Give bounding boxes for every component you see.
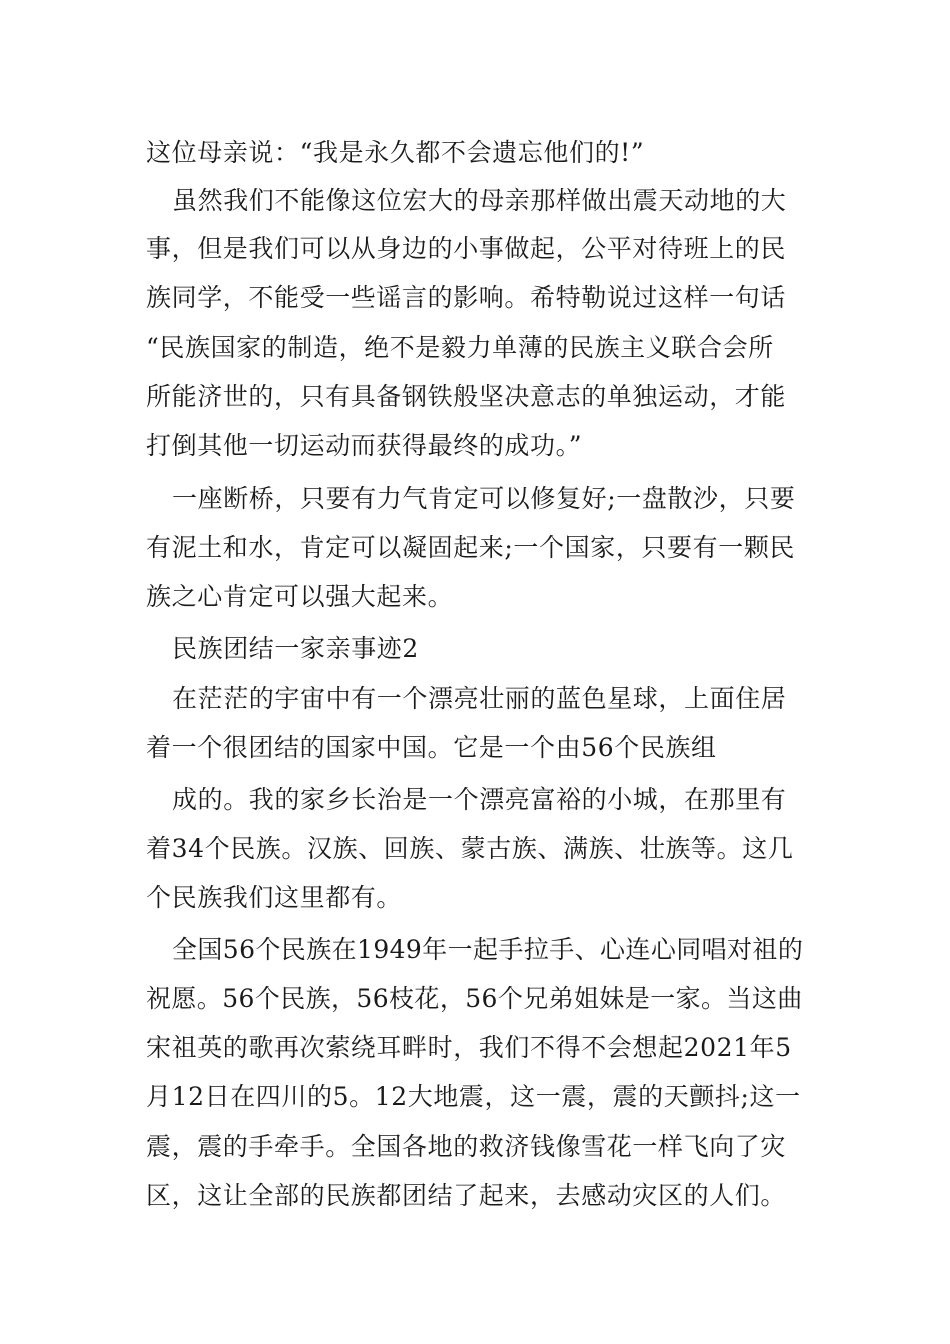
section-heading: 民族团结一家亲事迹2 (172, 634, 419, 663)
text-line: 宋祖英的歌再次萦绕耳畔时，我们不得不会想起2021年5 (146, 1033, 792, 1062)
text-line: 打倒其他一切运动而获得最终的成功。” (146, 431, 583, 460)
paragraph-start-line: 成的。我的家乡长治是一个漂亮富裕的小城，在那里有 (172, 785, 787, 814)
text-line: 所能济世的，只有具备钢铁般坚决意志的单独运动，才能 (146, 382, 787, 411)
text-line: 震，震的手牵手。全国各地的救济钱像雪花一样飞向了灾 (146, 1132, 787, 1161)
text-line: 有泥土和水，肯定可以凝固起来;一个国家，只要有一颗民 (146, 533, 796, 562)
text-line: 着一个很团结的国家中国。它是一个由56个民族组 (146, 733, 717, 762)
text-line: 祝愿。56个民族，56枝花，56个兄弟姐妹是一家。当这曲 (146, 984, 803, 1013)
text-line: 族同学，不能受一些谣言的影响。希特勒说过这样一句话 (146, 283, 787, 312)
paragraph-start-line: 一座断桥，只要有力气肯定可以修复好;一盘散沙，只要 (172, 484, 796, 513)
text-line: 族之心肯定可以强大起来。 (146, 582, 454, 611)
paragraph-start-line: 在茫茫的宇宙中有一个漂亮壮丽的蓝色星球，上面住居 (172, 684, 787, 713)
text-line: 区，这让全部的民族都团结了起来，去感动灾区的人们。 (146, 1181, 787, 1210)
text-line: 个民族我们这里都有。 (146, 883, 403, 912)
text-line: 这位母亲说：“我是永久都不会遗忘他们的!” (146, 138, 645, 167)
paragraph-start-line: 虽然我们不能像这位宏大的母亲那样做出震天动地的大 (172, 186, 787, 215)
text-line: “民族国家的制造，绝不是毅力单薄的民族主义联合会所 (146, 333, 774, 362)
text-line: 月12日在四川的5。12大地震，这一震，震的天颤抖;这一 (146, 1082, 801, 1111)
paragraph-start-line: 全国56个民族在1949年一起手拉手、心连心同唱对祖的 (172, 935, 804, 964)
text-line: 着34个民族。汉族、回族、蒙古族、满族、壮族等。这几 (146, 834, 794, 863)
text-line: 事，但是我们可以从身边的小事做起，公平对待班上的民 (146, 234, 787, 263)
